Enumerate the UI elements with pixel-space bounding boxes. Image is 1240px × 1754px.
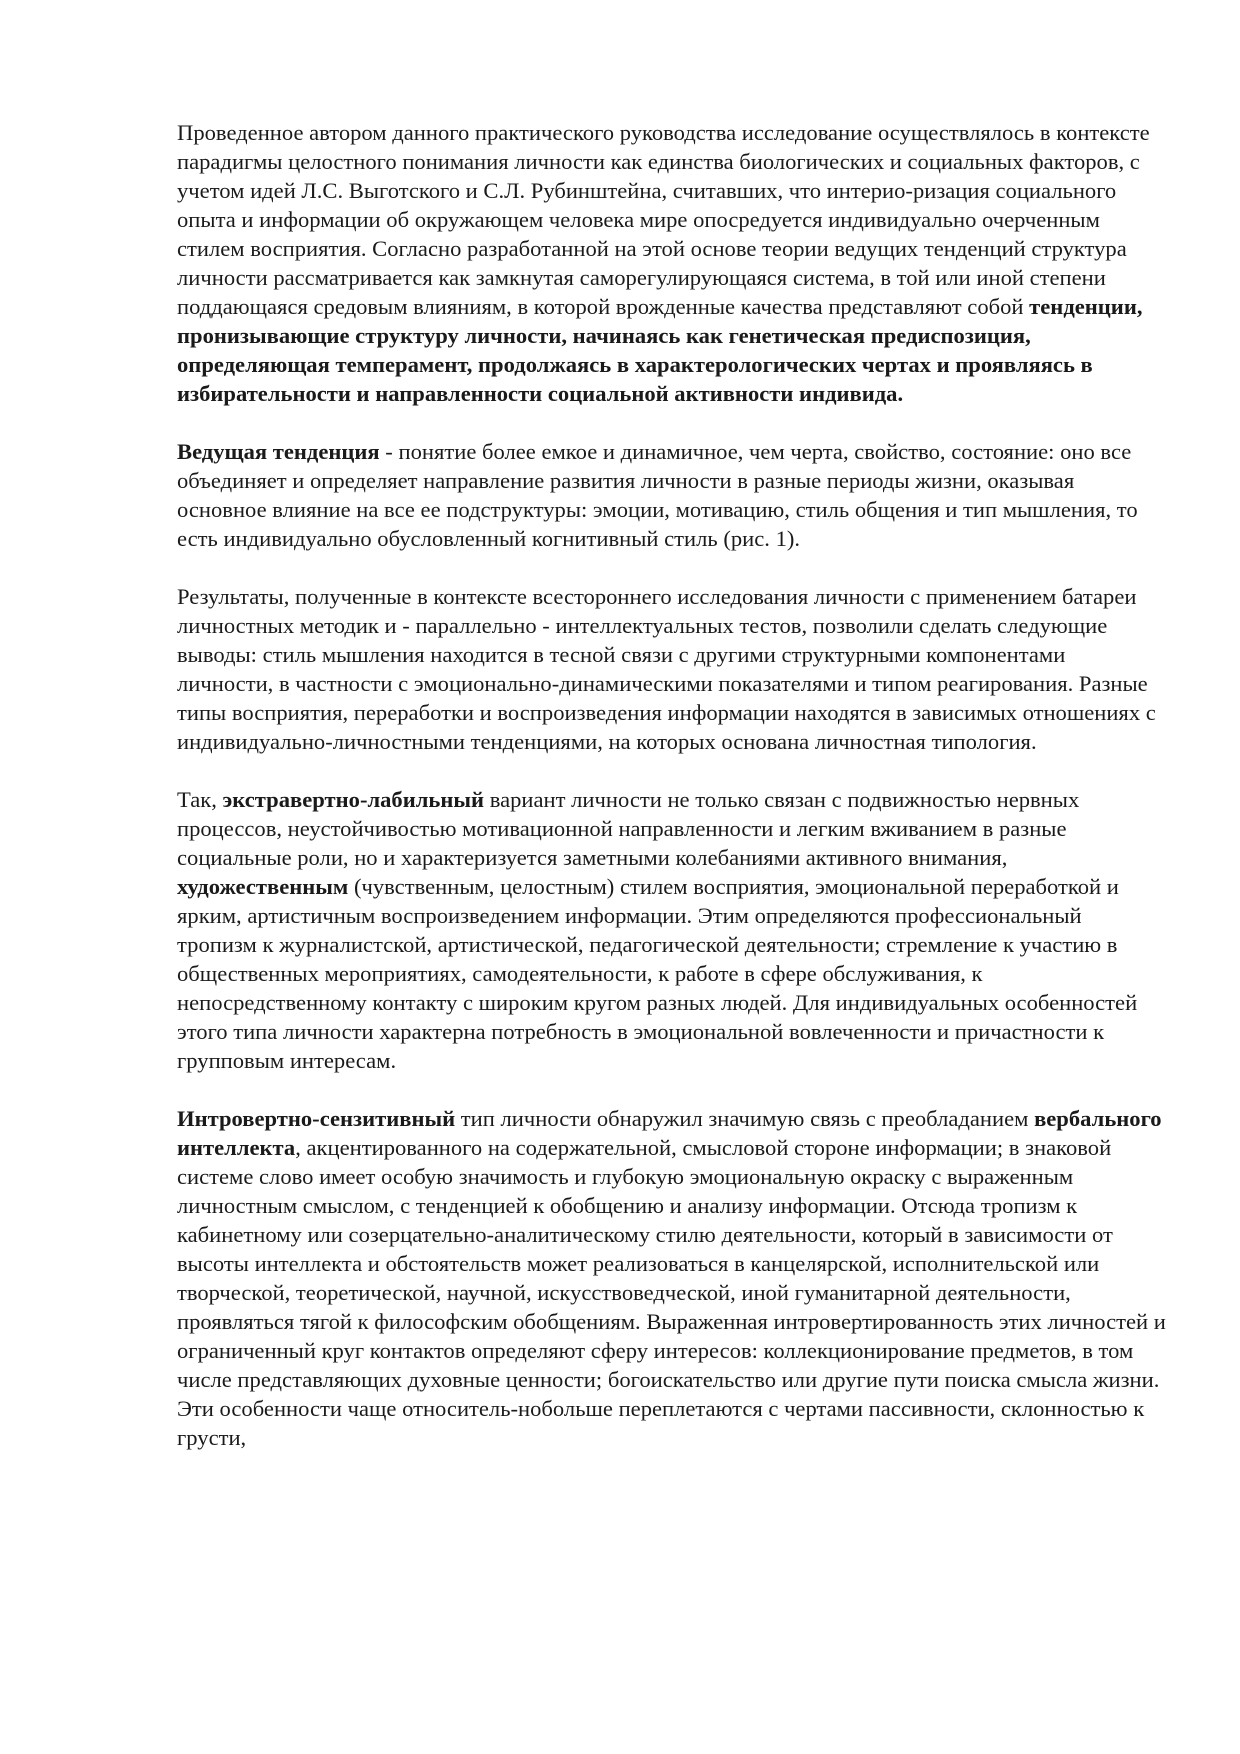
paragraph-introvert-sensitive <box>177 1104 1167 1452</box>
emphasis-text: тенденции, пронизывающие структуру личности, начинаясь как генетическая предиспозиция, определяющая темперамент, продолжаясь в характерологических чертах и проявляясь в избирательности и направленности социальной активности индивида. <box>177 294 1143 406</box>
paragraph-results <box>177 582 1167 756</box>
term-heading: Интровертно-сензитивный <box>177 1106 456 1131</box>
term-heading: Ведущая тенденция <box>177 439 380 464</box>
emphasis-text: художественным <box>177 874 349 899</box>
paragraph-text: вариант личности не только связан с подвижностью нервных процессов, неустойчивостью мотивационной направленности и легким вживанием в разные социальные роли, но и характеризуется заметными колебаниями активного внимания, <box>177 787 1080 870</box>
paragraph-text: Результаты, полученные в контексте всестороннего исследования личности с применением батареи личностных методик и - параллельно - интеллектуальных тестов, позволили сделать следующие выводы: стиль мышления находится в тесной связи с другими структурными компонентами личности, в частности с эмоционально-динамическими показателями и типом реагирования. Разные типы восприятия, переработки и воспроизведения информации находятся в зависимых отношениях с индивидуально-личностными тенденциями, на которых основана личностная типология. <box>177 584 1156 754</box>
document-page <box>177 118 1167 1452</box>
paragraph-text: (чувственным, целостным) стилем восприятия, эмоциональной переработкой и ярким, артистичным воспроизведением информации. Этим определяются профессиональный тропизм к журналистской, артистической, педагогической деятельности; стремление к участию в общественных мероприятиях, самодеятельности, к работе в сфере обслуживания, к непосредственному контакту с широким кругом разных людей. Для индивидуальных особенностей этого типа личности характерна потребность в эмоциональной вовлеченности и причастности к групповым интересам. <box>177 874 1138 1073</box>
paragraph-intro <box>177 118 1167 408</box>
paragraph-text: - понятие более емкое и динамичное, чем черта, свойство, состояние: оно все объединяет и определяет направление развития личности в разные периоды жизни, оказывая основное влияние на все ее подструктуры: эмоции, мотивацию, стиль общения и тип мышления, то есть индивидуально обусловленный когнитивный стиль (рис. 1). <box>177 439 1138 551</box>
paragraph-text: тип личности обнаружил значимую связь с преобладанием <box>455 1106 1035 1131</box>
paragraph-leading-tendency <box>177 437 1167 553</box>
term-heading: экстравертно-лабильный <box>222 787 485 812</box>
emphasis-text: вербального интеллекта <box>177 1106 1162 1160</box>
paragraph-text: Так, <box>177 787 223 812</box>
paragraph-text: , акцентированного на содержательной, смысловой стороне информации; в знаковой системе слово имеет особую значимость и глубокую эмоциональную окраску с выраженным личностным смыслом, с тенденцией к обобщению и анализу информации. Отсюда тропизм к кабинетному или созерцательно-аналитическому стилю деятельности, который в зависимости от высоты интеллекта и обстоятельств может реализоваться в канцелярской, исполнительской или творческой, теоретической, научной, искусствоведческой, иной гуманитарной деятельности, проявляться тягой к философским обобщениям. Выраженная интровертированность этих личностей и ограниченный круг контактов определяют сферу интересов: коллекционирование предметов, в том числе представляющих духовные ценности; богоискательство или другие пути поиска смысла жизни. Эти особенности чаще относитель-нобольше переплетаются с чертами пассивности, склонностью к грусти, <box>177 1135 1166 1450</box>
paragraph-extravert-labile <box>177 785 1167 1075</box>
paragraph-text: Проведенное автором данного практического руководства исследование осуществлялось в контексте парадигмы целостного понимания личности как единства биологических и социальных факторов, с учетом идей Л.С. Выготского и С.Л. Рубинштейна, считавших, что интерио-ризация социального опыта и информации об окружающем человека мире опосредуется индивидуально очерченным стилем восприятия. Согласно разработанной на этой основе теории ведущих тенденций структура личности рассматривается как замкнутая саморегулирующаяся система, в той или иной степени поддающаяся средовым влияниям, в которой врожденные качества представляют собой <box>177 120 1150 319</box>
